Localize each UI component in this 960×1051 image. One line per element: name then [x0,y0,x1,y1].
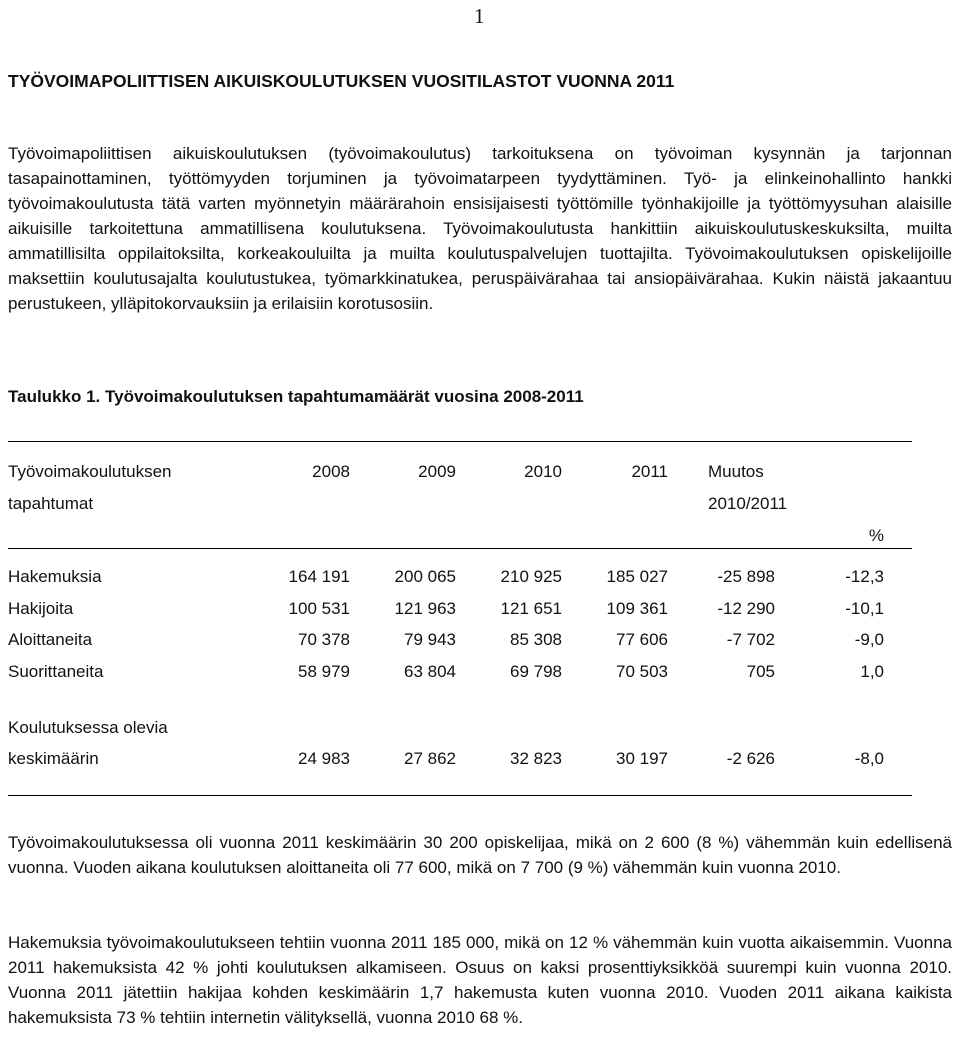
avg-cell-2011: 30 197 [616,749,668,768]
avg-row-label-line2: keskimäärin [8,749,99,768]
table-cell-change: -7 702 [726,630,775,649]
table-header-rule [8,548,912,549]
table-bottom-rule [8,795,912,796]
table-cell-2010: 210 925 [500,567,562,586]
table-top-rule [8,441,912,442]
table-caption: Taulukko 1. Työvoimakoulutuksen tapahtumamäärät vuosina 2008-2011 [8,387,584,406]
table-cell-2009: 121 963 [394,599,456,618]
page-number: 1 [474,4,485,28]
table-cell-pct: -9,0 [854,630,884,649]
header-percent: % [868,526,884,545]
document-title: TYÖVOIMAPOLIITTISEN AIKUISKOULUTUKSEN VUOSITILASTOT VUONNA 2011 [8,71,675,91]
avg-row-label-line1: Koulutuksessa olevia [8,718,168,737]
intro-paragraph: Työvoimapoliittisen aikuiskoulutuksen (työvoimakoulutus) tarkoituksena on työvoiman kysynnän ja tarjonnan tasapainottaminen, työttömyyden torjuminen ja työvoimatarpeen tyydyttäminen. Työ- ja elinkeinohallinto hankki työvoimakoulutusta tätä varten myönnetyin määrärahoin ensisijaisesti työttömille työnhakijoille ja työttömyysuhan alaisille aikuisille tarkoitettuna ammatillisena koulutuksena. Työvoimakoulutusta hankittiin aikuiskoulutuskeskuksilta, muilta ammatillisilta oppilaitoksilta, korkeakouluilta ja muilta koulutuspalvelujen tuottajilta. Työvoimakoulutuksen opiskelijoille maksettiin koulutusajalta koulutustukea, työmarkkinatukea, peruspäivärahaa tai ansiopäivärahaa. Kukin näistä jakaantuu perustukeen, ylläpitokorvauksiin ja erilaisiin korotusosiin. [8,144,952,313]
avg-cell-pct: -8,0 [854,749,884,768]
header-year-2010: 2010 [524,462,562,481]
table-cell-2008: 58 979 [298,662,350,681]
summary-paragraph-applications: Hakemuksia työvoimakoulutukseen tehtiin vuonna 2011 185 000, mikä on 12 % vähemmän kuin vuotta aikaisemmin. Vuonna 2011 hakemuksista 42 % johti koulutuksen alkamiseen. Osuus on kaksi prosenttiyksikköä suurempi kuin vuonna 2010. Vuonna 2011 jätettiin hakijaa kohden keskimäärin 1,7 hakemusta kuten vuonna 2010. Vuoden 2011 aikana kaikista hakemuksista 73 % tehtiin internetin välityksellä, vuonna 2010 68 %. [8,933,952,1027]
table-cell-2011: 77 606 [616,630,668,649]
table-cell-change: -12 290 [717,599,775,618]
header-change-line2: 2010/2011 [708,494,788,513]
table-row-label: Hakijoita [8,599,74,618]
table-cell-2009: 63 804 [404,662,456,681]
table-cell-2008: 100 531 [288,599,350,618]
header-year-2009: 2009 [418,462,456,481]
table-cell-2009: 200 065 [394,567,456,586]
header-year-2011: 2011 [631,462,668,481]
summary-paragraph-students: Työvoimakoulutuksessa oli vuonna 2011 keskimäärin 30 200 opiskelijaa, mikä on 2 600 (8 %) vähemmän kuin edellisenä vuonna. Vuoden aikana koulutuksen aloittaneita oli 77 600, mikä on 7 700 (9 %) vähemmän kuin vuonna 2010. [8,833,952,877]
table-cell-pct: -12,3 [845,567,884,586]
table-cell-pct: -10,1 [845,599,884,618]
table-cell-2011: 70 503 [616,662,668,681]
header-change-line1: Muutos [708,462,764,481]
header-year-2008: 2008 [312,462,350,481]
table-cell-change: 705 [746,662,775,681]
table-cell-2011: 109 361 [606,599,668,618]
header-label-line2: tapahtumat [8,494,94,513]
table-cell-2010: 85 308 [510,630,562,649]
header-label-line1: Työvoimakoulutuksen [8,462,172,481]
table-row-label: Suorittaneita [8,662,104,681]
table-row-label: Aloittaneita [8,630,93,649]
avg-cell-2009: 27 862 [404,749,456,768]
table-row-label: Hakemuksia [8,567,102,586]
avg-cell-change: -2 626 [726,749,775,768]
table-cell-2008: 70 378 [298,630,350,649]
avg-cell-2008: 24 983 [298,749,350,768]
table-cell-change: -25 898 [717,567,775,586]
table-cell-2009: 79 943 [404,630,456,649]
table-cell-2011: 185 027 [606,567,668,586]
avg-cell-2010: 32 823 [510,749,562,768]
table-cell-2008: 164 191 [288,567,350,586]
table-cell-2010: 69 798 [510,662,562,681]
table-cell-pct: 1,0 [860,662,884,681]
table-cell-2010: 121 651 [500,599,562,618]
